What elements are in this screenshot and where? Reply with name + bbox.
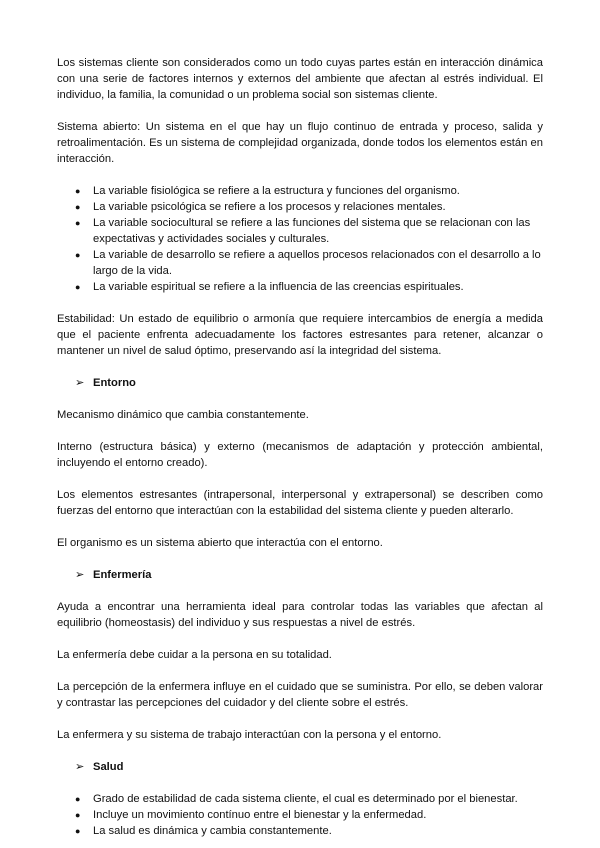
list-item: ● Incluye un movimiento contínuo entre el bienestar y la enfermedad.: [75, 809, 427, 821]
list-item: ● La variable psicológica se refiere a los procesos y relaciones mentales.: [75, 201, 446, 213]
list-item: ● La variable sociocultural se refiere a las funciones del sistema que se relacionan con las expectativas y actividades sociales y culturales.: [75, 217, 531, 245]
list-item: ● La variable fisiológica se refiere a la estructura y funciones del organismo.: [75, 185, 460, 197]
enfermeria-paragraph-2: La enfermería debe cuidar a la persona en su totalidad.: [57, 649, 332, 661]
enfermeria-paragraph-4: La enfermera y su sistema de trabajo interactúan con la persona y el entorno.: [57, 729, 442, 741]
bullet-icon: ●: [75, 810, 81, 820]
entorno-paragraph-3: Los elementos estresantes (intrapersonal, interpersonal y extrapersonal) se describen como fuerzas del entorno que interactúan con la estabilidad del sistema cliente y pueden alterarlo.: [57, 489, 543, 517]
entorno-paragraph-2: Interno (estructura básica) y externo (mecanismos de adaptación y protección ambiental, incluyendo el entorno creado).: [57, 441, 543, 469]
enfermeria-paragraph-3: La percepción de la enfermera influye en el cuidado que se suministra. Por ello, se deben valorar y contrastar las percepciones del cuidador y del cliente sobre el estrés.: [57, 681, 543, 709]
list-item: ● Grado de estabilidad de cada sistema cliente, el cual es determinado por el bienestar.: [75, 793, 518, 805]
arrow-icon: ➢: [75, 569, 85, 581]
list-item: ● La variable de desarrollo se refiere a aquellos procesos relacionados con el desarrollo a lo largo de la vida.: [75, 249, 541, 277]
section-heading-enfermeria: ➢ Enfermería: [75, 569, 152, 581]
arrow-icon: ➢: [75, 377, 85, 389]
bullet-icon: ●: [75, 250, 81, 260]
estabilidad-paragraph: Estabilidad: Un estado de equilibrio o armonía que requiere intercambios de energía a medida que el paciente enfrenta adecuadamente los factores estresantes para retener, alcanzar o mantener un nivel de salud óptimo, preservando así la integridad del sistema.: [57, 313, 543, 357]
salud-list: [57, 791, 543, 839]
entorno-paragraph-4: El organismo es un sistema abierto que interactúa con el entorno.: [57, 537, 383, 549]
bullet-icon: ●: [75, 186, 81, 196]
bullet-icon: ●: [75, 794, 81, 804]
section-heading-entorno: ➢ Entorno: [75, 377, 136, 389]
section-heading-salud: ➢ Salud: [75, 761, 124, 773]
bullet-icon: ●: [75, 218, 81, 228]
list-item: ● La variable espiritual se refiere a la influencia de las creencias espirituales.: [75, 281, 464, 293]
intro-paragraph-sistemas-cliente: Los sistemas cliente son considerados como un todo cuyas partes están en interacción dinámica con una serie de factores internos y externos del ambiente que afectan al estrés individual. El individuo, la familia, la comunidad o un problema social son sistemas cliente.: [57, 57, 543, 101]
entorno-paragraph-1: Mecanismo dinámico que cambia constantemente.: [57, 409, 309, 421]
enfermeria-paragraph-1: Ayuda a encontrar una herramienta ideal para controlar todas las variables que afectan al equilibrio (homeostasis) del individuo y sus respuestas a nivel de estrés.: [57, 601, 543, 629]
arrow-icon: ➢: [75, 761, 85, 773]
intro-paragraph-sistema-abierto: Sistema abierto: Un sistema en el que hay un flujo continuo de entrada y proceso, salida y retroalimentación. Es un sistema de complejidad organizada, donde todos los elementos están en interacción.: [57, 121, 543, 165]
list-item: ● La salud es dinámica y cambia constantemente.: [75, 825, 332, 837]
bullet-icon: ●: [75, 826, 81, 836]
variables-list: [57, 183, 543, 295]
bullet-icon: ●: [75, 202, 81, 212]
bullet-icon: ●: [75, 282, 81, 292]
